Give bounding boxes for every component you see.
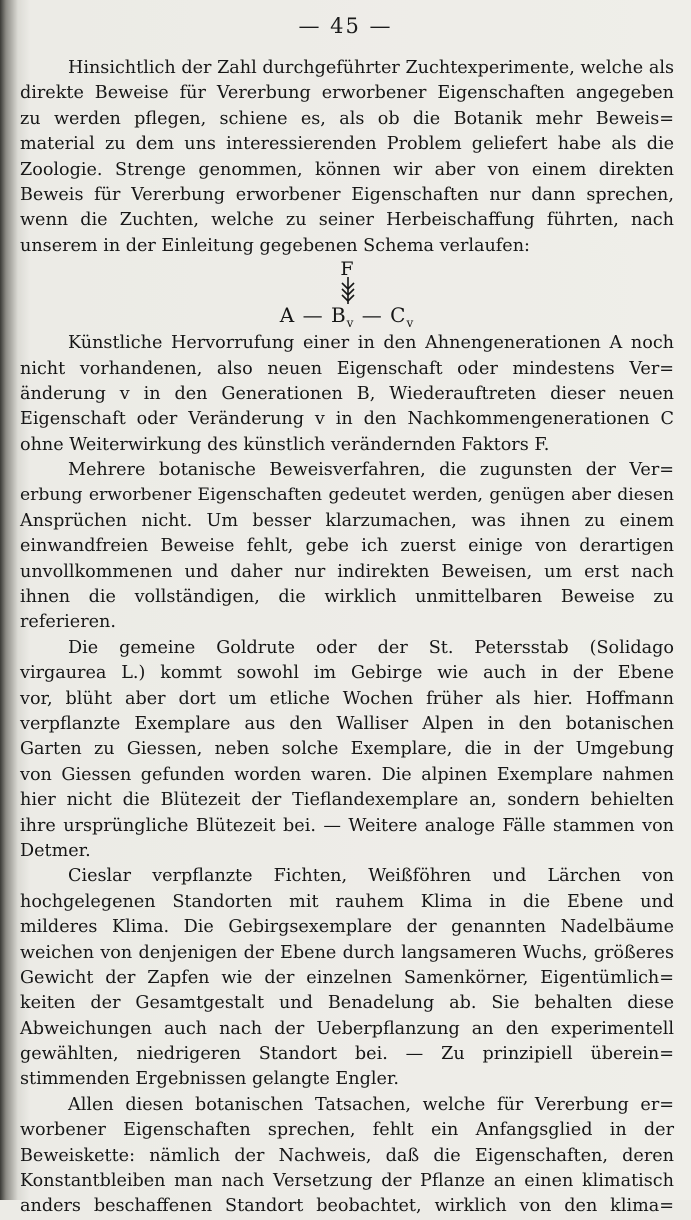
page-number: — 45 — — [298, 14, 393, 38]
text-line: erbung erworbener Eigenschaften gedeutet werden, genügen aber diesen — [20, 485, 674, 506]
text-line: Beweiskette: nämlich der Nachweis, daß die Eigenschaften, deren — [20, 1145, 674, 1166]
text-line: vor, blüht aber dort um etliche Wochen früher als hier. Hoffmann — [20, 688, 674, 709]
formula-sub: v — [346, 316, 355, 331]
text-line: Zoologie. Strenge genommen, können wir aber von einem direkten — [20, 159, 674, 180]
text-line: Hinsichtlich der Zahl durchgeführter Zuchtexperimente, welche als — [68, 58, 674, 78]
schema-formula — [20, 259, 674, 331]
text-line: hier nicht die Blütezeit der Tieflandexemplare an, sondern behielten — [20, 790, 674, 811]
text-line: Cieslar verpflanzte Fichten, Weißföhren und Lärchen von — [68, 866, 674, 887]
paragraph-6 — [20, 1093, 674, 1220]
formula-generations — [20, 303, 674, 336]
text-line: Gewicht der Zapfen wie der einzelnen Samenkörner, Eigentümlich= — [20, 967, 674, 988]
text-line: direkte Beweise für Vererbung erworbener Eigenschaften angegeben — [20, 83, 674, 104]
paragraph-5 — [20, 864, 674, 1093]
text-line: Abweichungen auch nach der Ueberpflanzung an den experimentell — [20, 1018, 674, 1039]
paragraph-1 — [20, 56, 674, 259]
paragraph-2 — [20, 331, 674, 458]
text-line: Konstantbleiben man nach Versetzung der Pflanze an einen klimatisch — [20, 1171, 674, 1192]
text-line: unserem in der Einleitung gegebenen Schema verlaufen: — [20, 235, 530, 256]
text-line: anders beschaffenen Standort beobachtet, wirklich von den klima= — [20, 1196, 674, 1217]
text-line: Detmer. — [20, 840, 91, 861]
text-line: Mehrere botanische Beweisverfahren, die zugunsten der Ver= — [68, 460, 674, 481]
text-line: unvollkommenen und daher nur indirekten Beweisen, um erst nach — [20, 561, 674, 582]
formula-sub: v — [406, 316, 415, 331]
text-line: ihre ursprüngliche Blütezeit bei. — Weitere analoge Fälle stammen von — [20, 815, 674, 836]
text-line: Garten zu Giessen, neben solche Exemplare, die in der Umgebung — [20, 739, 674, 760]
text-line: worbener Eigenschaften sprechen, fehlt ein Anfangsglied in der — [20, 1120, 674, 1141]
text-line: einwandfreien Beweise fehlt, gebe ich zuerst einige von derartigen — [20, 536, 674, 557]
text-line: milderes Klima. Die Gebirgsexemplare der genannten Nadelbäume — [20, 917, 674, 938]
text-line: Die gemeine Goldrute oder der St. Petersstab (Solidago — [68, 637, 674, 658]
text-line: wenn die Zuchten, welche zu seiner Herbeischaffung führten, nach — [20, 210, 674, 231]
text-line: änderung v in den Generationen B, Wiederauftreten dieser neuen — [20, 383, 674, 404]
formula-c: C — [390, 303, 407, 328]
text-line: ihnen die vollständigen, die wirklich unmittelbaren Beweise zu — [20, 587, 674, 608]
text-line: hochgelegenen Standorten mit rauhem Klima in die Ebene und — [20, 891, 674, 912]
formula-dash: — — [361, 303, 383, 328]
text-line: zu werden pflegen, schiene es, als ob die Botanik mehr Beweis= — [20, 108, 674, 129]
formula-dash: — — [302, 303, 324, 328]
formula-factor: F — [340, 258, 354, 281]
text-line: stimmenden Ergebnissen gelangte Engler. — [20, 1069, 399, 1090]
paragraph-4 — [20, 636, 674, 865]
page-body — [20, 56, 674, 1220]
text-line: Künstliche Hervorrufung einer in den Ahnengenerationen A noch — [68, 333, 674, 354]
paragraph-3 — [20, 458, 674, 636]
text-line: virgaurea L.) kommt sowohl im Gebirge wie auch in der Ebene — [20, 663, 674, 684]
text-line: referieren. — [20, 612, 116, 633]
text-line: von Giessen gefunden worden waren. Die alpinen Exemplare nahmen — [20, 764, 674, 785]
text-line: material zu dem uns interessierenden Problem geliefert habe als die — [20, 134, 674, 155]
text-line: gewählten, niedrigeren Standort bei. — Zu prinzipiell überein= — [20, 1044, 674, 1065]
formula-b: B — [330, 303, 347, 328]
text-line: Allen diesen botanischen Tatsachen, welche für Vererbung er= — [68, 1094, 674, 1115]
text-line: verpflanzte Exemplare aus den Walliser Alpen in den botanischen — [20, 713, 674, 734]
text-line: keiten der Gesamtgestalt und Benadelung ab. Sie behalten diese — [20, 993, 674, 1014]
formula-a: A — [279, 303, 296, 328]
text-line: Eigenschaft oder Veränderung v in den Nachkommengenerationen C — [20, 409, 674, 430]
text-line: Beweis für Vererbung erworbener Eigenschaften nur dann sprechen, — [20, 184, 674, 205]
arrow-down-icon — [337, 277, 359, 305]
text-line: ohne Weiterwirkung des künstlich verändernden Faktors F. — [20, 434, 550, 455]
text-line: weichen von denjenigen der Ebene durch langsameren Wuchs, größeres — [20, 942, 674, 963]
text-line: nicht vorhandenen, also neuen Eigenschaft oder mindestens Ver= — [20, 358, 674, 379]
text-line: Ansprüchen nicht. Um besser klarzumachen, was ihnen zu einem — [20, 510, 674, 531]
